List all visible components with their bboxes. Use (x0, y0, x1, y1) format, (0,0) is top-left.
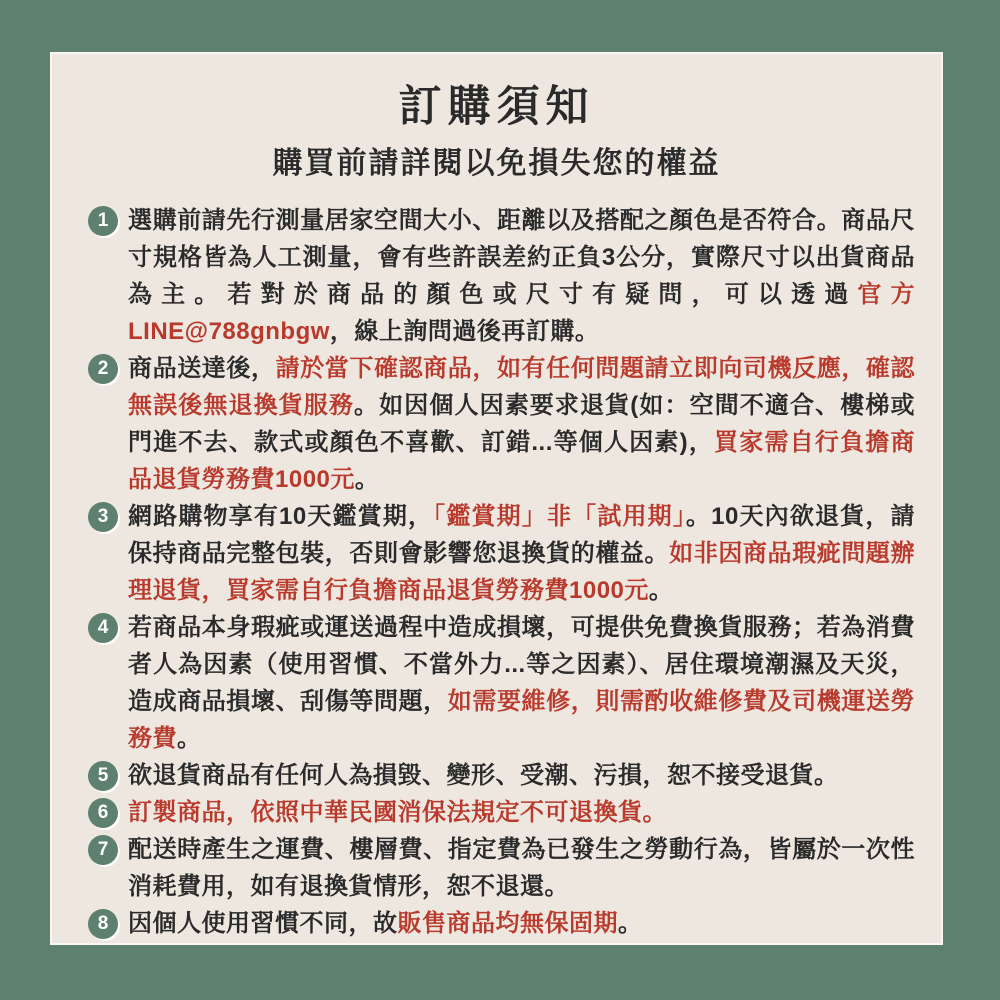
notice-text-segment: 如非因商品瑕疵問題辦理退貨，買家需自行負擔商品退貨勞務費1000元 (128, 540, 916, 604)
item-number-badge: 2 (88, 354, 118, 384)
notice-text-segment: 若商品本身瑕疵或運送過程中造成損壞，可提供免費換貨服務；若為消費者人為因素（使用習慣、不當外力...等之因素）、居住環境潮濕及天災，造成商品損壞、刮傷等問題， (128, 614, 915, 715)
item-number-badge: 7 (88, 835, 118, 865)
page-title: 訂購須知 (398, 83, 595, 131)
notice-text-segment: 。 (177, 725, 202, 752)
notice-text-segment: 販售商品均無保固期 (397, 910, 618, 937)
item-number-badge: 3 (88, 502, 118, 532)
notice-item-text (128, 794, 915, 831)
item-number-badge: 4 (88, 613, 118, 643)
notice-item (88, 350, 915, 498)
notice-text-segment: 「鑑賞期」非「試用期」 (433, 503, 686, 530)
notice-text-segment: 官方LINE@788gnbgw (128, 281, 916, 345)
notice-item (88, 498, 915, 609)
notice-text-segment: 。如因個人因素要求退貨(如：空間不適合、樓梯或門進不去、款式或顏色不喜歡、訂錯...等個人因素)， (128, 392, 915, 456)
page-subtitle: 購買前請詳閱以免損失您的權益 (272, 147, 721, 180)
notice-item-text (128, 609, 915, 757)
notice-text-segment: 。 (354, 466, 380, 493)
notice-item (88, 905, 915, 942)
notice-text-segment: 。10天內欲退貨，請保持商品完整包裝，否則會影響您退換貨的權益。 (128, 503, 915, 567)
notice-text-segment: 訂製商品，依照中華民國消保法規定不可退換貨。 (128, 799, 667, 826)
notice-item-text (128, 905, 915, 942)
notice-list (52, 202, 941, 942)
notice-text-segment: 如需要維修，則需酌收維修費及司機運送勞務費 (128, 688, 916, 752)
notice-text-segment: 欲退貨商品有任何人為損毀、變形、受潮、污損，恕不接受退貨。 (128, 762, 839, 789)
notice-item-text (128, 498, 915, 609)
notice-item (88, 202, 915, 350)
notice-item-text (128, 757, 915, 794)
notice-text-segment: 配送時產生之運費、樓層費、指定費為已發生之勞動行為，皆屬於一次性消耗費用，如有退換貨情形，恕不退還。 (128, 836, 915, 900)
notice-text-segment: 選購前請先行測量居家空間大小、距離以及搭配之顏色是否符合。商品尺寸規格皆為人工測量，會有些許誤差約正負3公分，實際尺寸以出貨商品為主。若對於商品的顏色或尺寸有疑問，可以透過 (128, 207, 915, 308)
notice-item-text (128, 831, 915, 905)
notice-item (88, 609, 915, 757)
item-number-badge: 5 (88, 761, 118, 791)
notice-item-text (128, 202, 915, 350)
notice-panel (50, 52, 943, 945)
notice-text-segment: 請於當下確認商品，如有任何問題請立即向司機反應，確認無誤後無退換貨服務 (128, 355, 916, 419)
notice-text-segment: 商品送達後， (128, 355, 276, 382)
item-number-badge: 8 (88, 909, 118, 939)
item-number-badge: 1 (88, 206, 118, 236)
item-number-badge: 6 (88, 798, 118, 828)
notice-text-segment: 。 (618, 910, 643, 937)
notice-text-segment: 。 (648, 577, 674, 604)
notice-item (88, 794, 915, 831)
notice-item (88, 757, 915, 794)
notice-text-segment: ，線上詢問過後再訂購。 (329, 318, 600, 345)
notice-text-segment: 買家需自行負擔商品退貨勞務費1000元 (128, 429, 915, 493)
notice-text-segment: 因個人使用習慣不同，故 (128, 910, 398, 937)
notice-item-text (128, 350, 915, 498)
notice-item (88, 831, 915, 905)
notice-text-segment: 網路購物享有10天鑑賞期， (128, 503, 434, 530)
